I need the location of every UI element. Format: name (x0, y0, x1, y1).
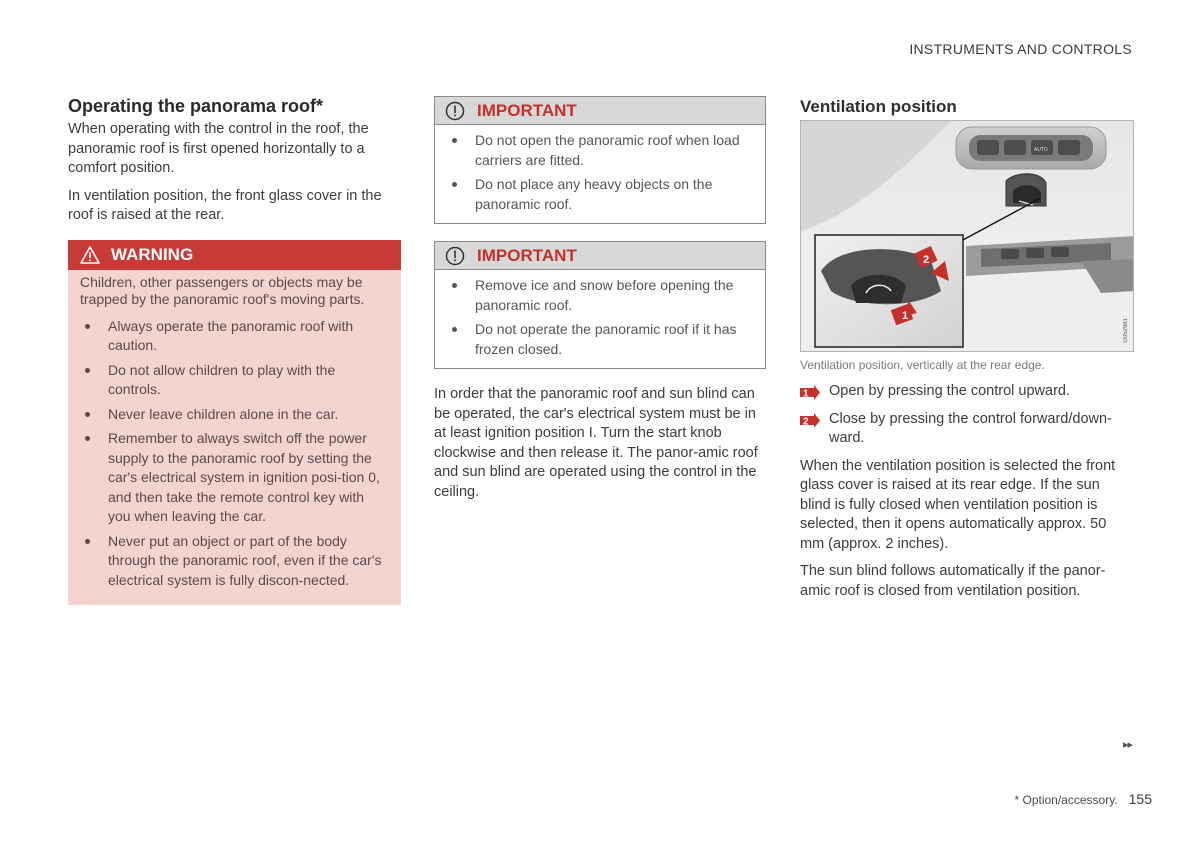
exclamation-circle-icon (445, 101, 465, 121)
list-item: Do not open the panoramic roof when load carriers are fitted. (447, 131, 753, 170)
warning-body (68, 270, 401, 606)
callout-item (800, 410, 1134, 449)
list-item: Always operate the panoramic roof with caution. (80, 317, 389, 356)
page-number: 155 (1128, 791, 1152, 807)
warning-header (68, 240, 401, 270)
important-body (435, 125, 765, 223)
warning-list (80, 317, 389, 591)
list-item: Do not allow children to play with the controls. (80, 361, 389, 400)
list-item: Never put an object or part of the body through the panoramic roof, even if the car's electrical system is fully discon-nected. (80, 532, 389, 591)
figure-caption: Ventilation position, vertically at the rear edge. (800, 358, 1045, 372)
figure-code: G052981 (1123, 318, 1129, 343)
page-footer (1014, 791, 1152, 807)
footnote: * Option/accessory. (1014, 793, 1118, 807)
paragraph: When operating with the control in the roof, the panoramic roof is first opened horizontally to a comfort position. (68, 121, 369, 176)
paragraph: In ventilation position, the front glass cover in the roof is raised at the rear. (68, 187, 382, 223)
column-left (68, 96, 401, 605)
warning-intro: Children, other passengers or objects may be trapped by the panoramic roof's moving parts. (80, 273, 365, 307)
paragraph: In order that the panoramic roof and sun blind can be operated, the car's electrical system must be in at least ignition position I. Turn the start knob clockwise and then release it. The panor-amic roof and sun blind are operated using the control in the ceiling. (434, 386, 758, 500)
section-title: Operating the panorama roof* (68, 96, 324, 116)
important-box (434, 241, 766, 369)
callout-text: Close by pressing the control forward/down-ward. (829, 410, 1112, 446)
list-item: Remember to always switch off the power supply to the panoramic roof by setting the car's electrical system in ignition posi-tion 0, and then take the remote control key with you when leaving the car. (80, 429, 389, 527)
marker-number: 1 (803, 388, 809, 400)
list-item: Remove ice and snow before opening the panoramic roof. (447, 276, 753, 315)
roof-control-illustration (800, 120, 1134, 352)
warning-triangle-icon (80, 246, 100, 264)
important-body (435, 270, 765, 368)
control-label: AUTO (1034, 147, 1048, 153)
number-marker-icon (800, 385, 820, 400)
number-marker-icon (800, 413, 820, 428)
important-list (447, 131, 753, 214)
warning-label: WARNING (111, 244, 194, 264)
important-list (447, 276, 753, 359)
continue-arrows-icon: ▸▸ (1122, 739, 1132, 751)
important-header (435, 242, 765, 270)
important-box (434, 96, 766, 224)
exclamation-circle-icon (445, 246, 465, 266)
warning-box (68, 240, 401, 606)
column-right (800, 96, 1134, 609)
figure-marker: 1 (902, 310, 909, 322)
figure-marker: 2 (923, 254, 930, 266)
paragraph: When the ventilation position is selected the front glass cover is raised at its rear edge. If the sun blind is fully closed when ventilation position is selected, then it opens automatically approx. 50 mm (approx. 2 inches). (800, 457, 1116, 552)
list-item: Never leave children alone in the car. (80, 405, 389, 425)
illustration-drawing (801, 121, 1134, 352)
important-label: IMPORTANT (477, 245, 577, 265)
running-header: INSTRUMENTS AND CONTROLS (909, 41, 1132, 57)
callout-text: Open by pressing the control upward. (829, 383, 1070, 399)
paragraph: The sun blind follows automatically if the panor-amic roof is closed from ventilation position. (800, 563, 1106, 599)
important-label: IMPORTANT (477, 100, 577, 120)
important-header (435, 97, 765, 125)
callout-item (800, 382, 1134, 402)
list-item: Do not operate the panoramic roof if it has frozen closed. (447, 320, 753, 359)
list-item: Do not place any heavy objects on the panoramic roof. (447, 175, 753, 214)
subsection-title: Ventilation position (800, 97, 957, 116)
column-middle (434, 96, 766, 510)
marker-number: 2 (803, 416, 809, 427)
